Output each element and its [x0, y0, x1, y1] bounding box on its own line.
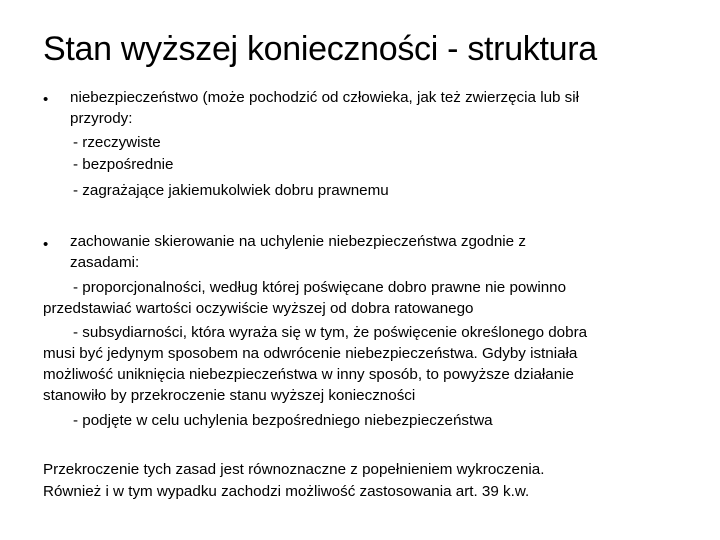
proportionality-line2: przedstawiać wartości oczywiście wyższej od dobra ratowanego [43, 300, 474, 317]
section1-item-3: - zagrażające jakiemukolwiek dobru prawnemu [73, 182, 389, 199]
direct-danger-line: - podjęte w celu uchylenia bezpośredniego niebezpieczeństwa [73, 412, 493, 429]
subsidiarity-line3: możliwość uniknięcia niebezpieczeństwa w inny sposób, to powyższe działanie [43, 366, 574, 383]
bullet-1: • [43, 91, 49, 108]
subsidiarity-line4: stanowiło by przekroczenie stanu wyższej konieczności [43, 387, 416, 404]
section2-line2: zasadami: [70, 254, 140, 271]
closing-line2: Również i w tym wypadku zachodzi możliwość zastosowania art. 39 k.w. [43, 483, 530, 500]
subsidiarity-line2: musi być jedynym sposobem na odwrócenie niebezpieczeństwa. Gdyby istniała [43, 345, 578, 362]
closing-line1: Przekroczenie tych zasad jest równoznaczne z popełnieniem wykroczenia. [43, 461, 545, 478]
slide-title: Stan wyższej konieczności - struktura [43, 30, 597, 68]
proportionality-line1: - proporcjonalności, według której poświęcane dobro prawne nie powinno [73, 279, 567, 296]
section1-line2: przyrody: [70, 110, 133, 127]
section1-item-1: - rzeczywiste [73, 134, 161, 151]
section2-line1: zachowanie skierowanie na uchylenie niebezpieczeństwa zgodnie z [70, 233, 526, 250]
section1-line1: niebezpieczeństwo (może pochodzić od człowieka, jak też zwierzęcia lub sił [70, 89, 580, 106]
bullet-2: • [43, 236, 49, 253]
subsidiarity-line1: - subsydiarności, która wyraża się w tym, że poświęcenie określonego dobra [73, 324, 588, 341]
section1-item-2: - bezpośrednie [73, 156, 174, 173]
